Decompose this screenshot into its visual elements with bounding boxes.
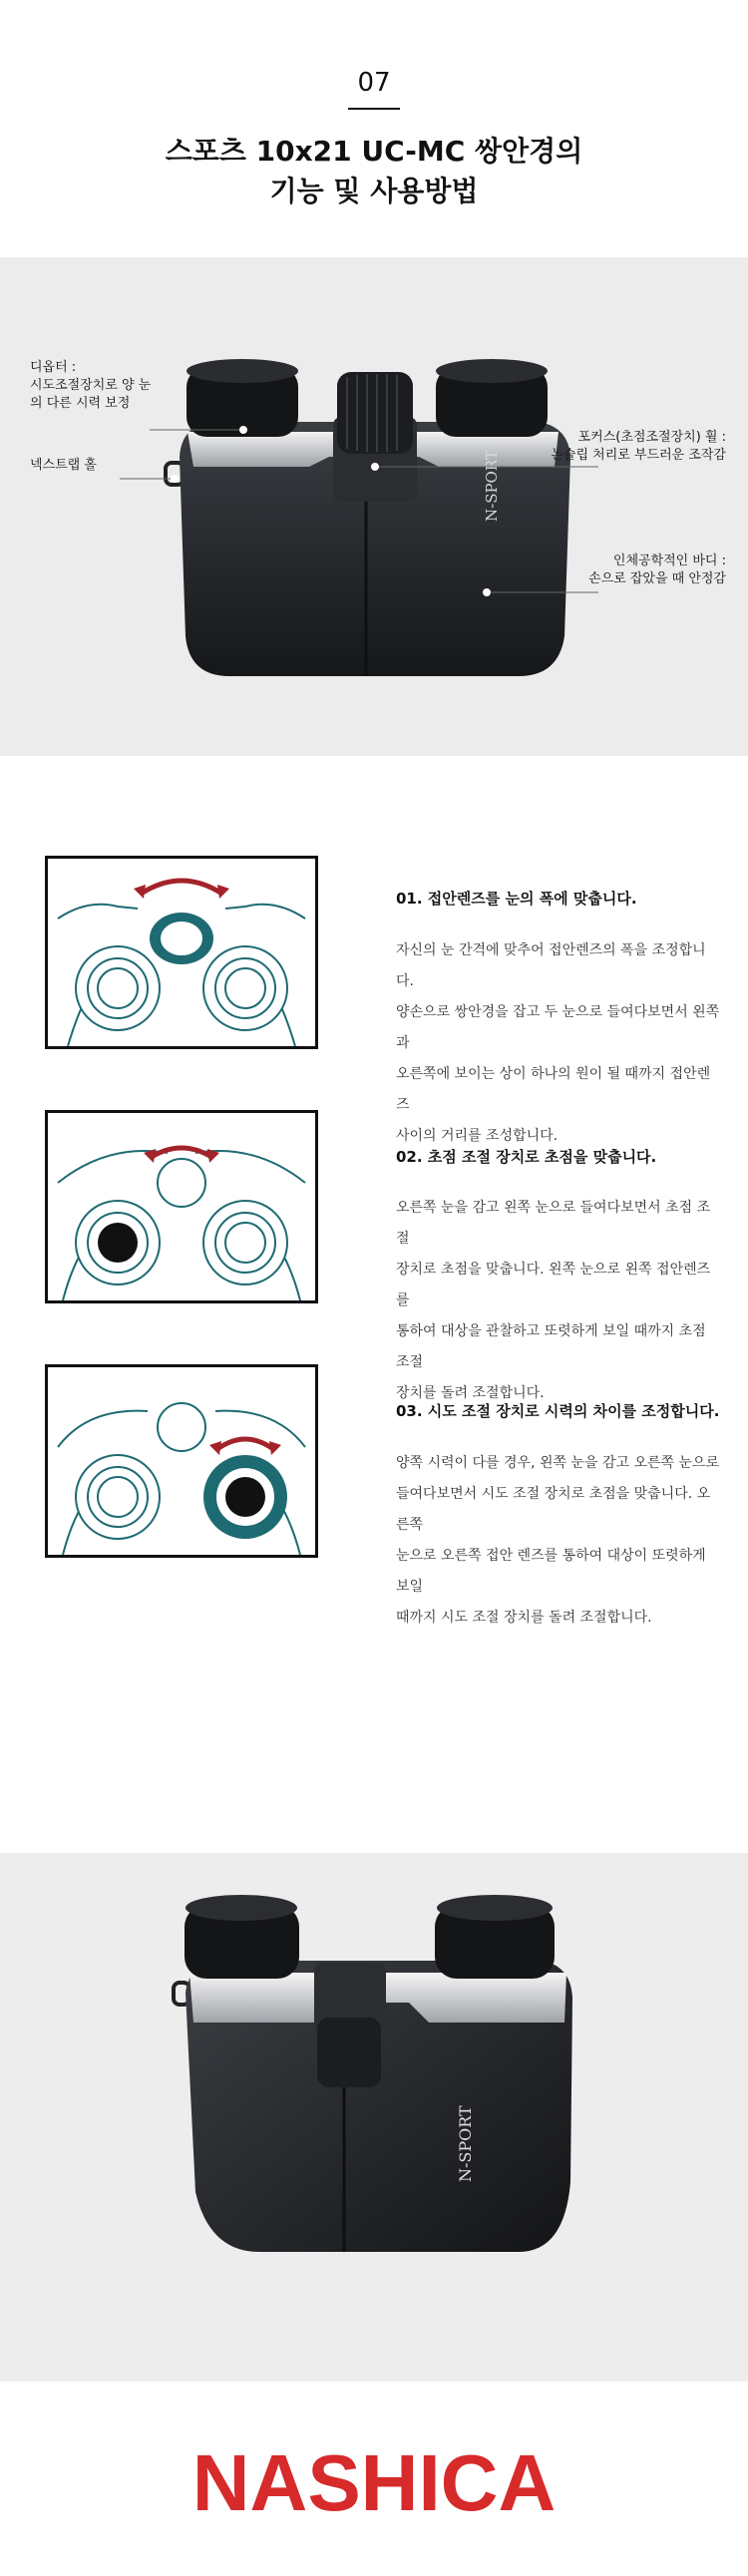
callout-focus: [551, 429, 726, 465]
step2-title: 02. 초점 조절 장치로 초점을 맞춥니다.: [396, 1148, 657, 1166]
step1-body: [396, 935, 720, 1152]
step3-illustration: [45, 1364, 318, 1558]
step2-body: [396, 1193, 720, 1409]
callout-focus-desc: 논슬립 처리로 부드러운 조작감: [551, 448, 726, 463]
callout-diopter-label: 디옵터 :: [30, 360, 77, 375]
binocular-front-image: [0, 257, 748, 756]
product-photo-angle: [0, 1853, 748, 2382]
callout-body-desc: 손으로 잡았을 때 안정감: [588, 571, 726, 586]
step1-line4: 사이의 거리를 조성합니다.: [396, 1128, 559, 1144]
step3-line2: 들여다보면서 시도 조절 장치로 초점을 맞춥니다. 오른쪽: [396, 1486, 711, 1533]
product-marking-2: N-SPORT: [456, 2105, 475, 2182]
page-title-line1: 스포츠 10x21 UC-MC 쌍안경의: [165, 135, 583, 168]
brand-logo: NASHICA: [191, 2438, 557, 2527]
step1-illustration: [45, 856, 318, 1049]
section-number: 07: [357, 68, 391, 98]
step3-line1: 양쪽 시력이 다를 경우, 왼쪽 눈을 감고 오른쪽 눈으로: [396, 1455, 720, 1471]
step1-line1: 자신의 눈 간격에 맞추어 접안렌즈의 폭을 조정합니다.: [396, 942, 706, 989]
callout-focus-label: 포커스(초점조절장치) 휠 :: [577, 430, 726, 445]
step1-line2: 양손으로 쌍안경을 잡고 두 눈으로 들여다보면서 왼쪽과: [396, 1004, 720, 1051]
callout-diopter-desc: 시도조절장치로 양 눈의 다른 시력 보정: [30, 378, 152, 411]
callout-diopter: [30, 359, 160, 413]
step2-line3: 통하여 대상을 관찰하고 또렷하게 보일 때까지 초점 조절: [396, 1323, 706, 1370]
step2-line4: 장치를 돌려 조절합니다.: [396, 1385, 545, 1401]
step1-line3: 오른쪽에 보이는 상이 하나의 원이 될 때까지 접안렌즈: [396, 1066, 711, 1113]
product-marking: N-SPORT: [483, 450, 501, 522]
step1-title: 01. 접안렌즈를 눈의 폭에 맞춥니다.: [396, 890, 637, 908]
step2-illustration: [45, 1110, 318, 1303]
product-photo-annotated: [0, 257, 748, 756]
step2-line2: 장치로 초점을 맞춥니다. 왼쪽 눈으로 왼쪽 접안렌즈를: [396, 1262, 711, 1308]
section-divider: [348, 108, 400, 110]
step3-line4: 때까지 시도 조절 장치를 돌려 조절합니다.: [396, 1610, 652, 1626]
callout-body-label: 인체공학적인 바디 :: [612, 553, 726, 568]
step2-line1: 오른쪽 눈을 감고 왼쪽 눈으로 들여다보면서 초점 조절: [396, 1200, 711, 1247]
step3-line3: 눈으로 오른쪽 접안 렌즈를 통하여 대상이 또렷하게 보일: [396, 1548, 706, 1595]
page-title-line2: 기능 및 사용방법: [269, 175, 479, 207]
step3-title: 03. 시도 조절 장치로 시력의 차이를 조정합니다.: [396, 1402, 720, 1420]
callout-strap: 넥스트랩 홀: [30, 458, 97, 473]
binocular-angle-image: [0, 1853, 748, 2382]
callout-body: [588, 552, 726, 588]
step3-body: [396, 1448, 720, 1634]
